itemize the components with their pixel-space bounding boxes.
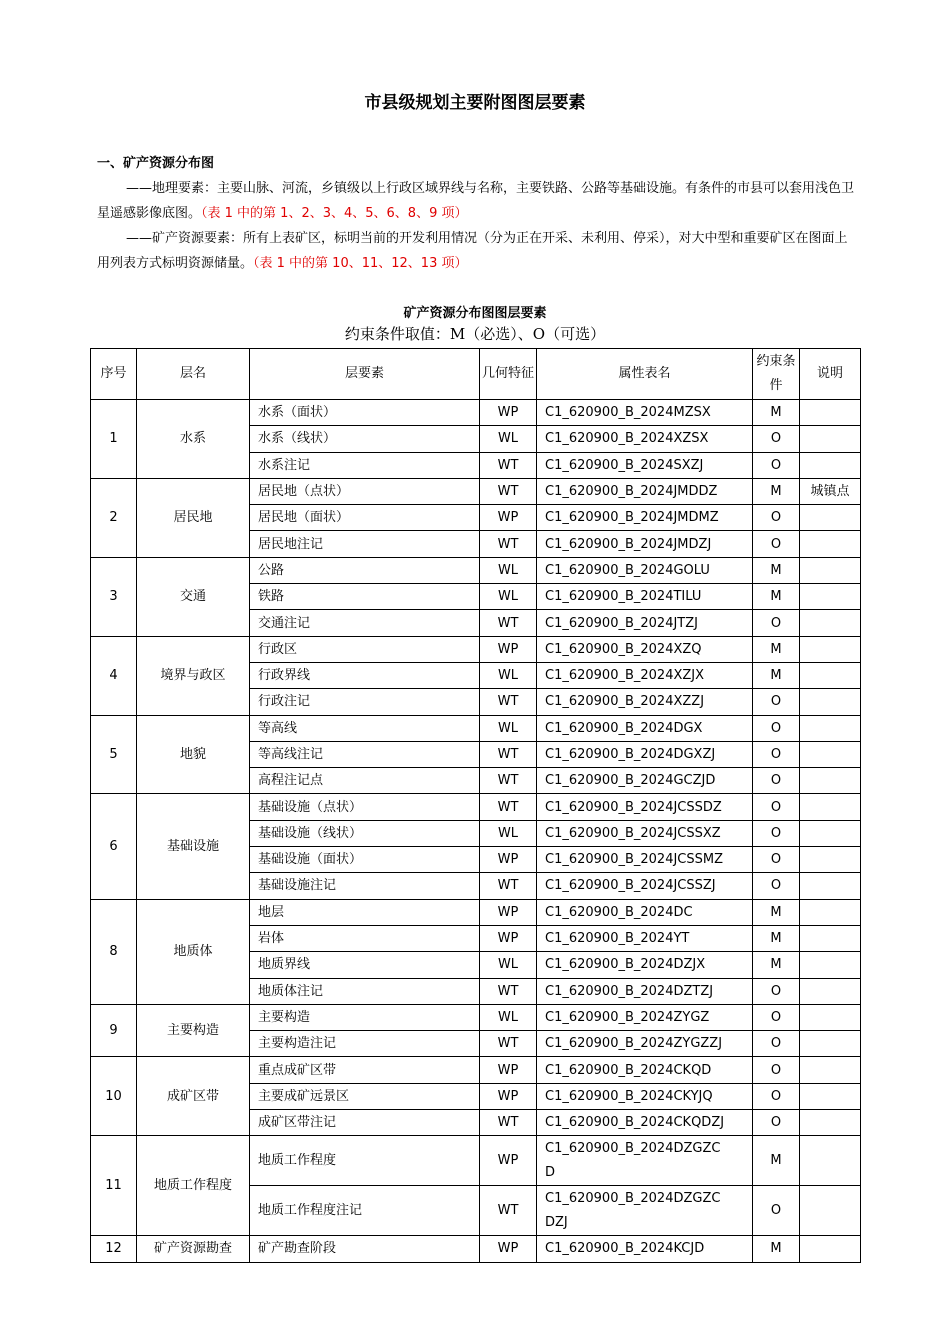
table-body (91, 400, 861, 1263)
cell-seq: 5 (91, 715, 137, 794)
table-caption: 矿产资源分布图图层要素 (403, 306, 547, 321)
cell-geometry: WP (480, 899, 537, 925)
cell-geometry: WT (480, 1031, 537, 1057)
cell-seq: 4 (91, 636, 137, 715)
cell-constraint: M (753, 925, 800, 951)
cell-layer-name: 主要构造 (137, 1004, 250, 1057)
table-row (91, 899, 861, 925)
cell-element: 高程注记点 (250, 768, 480, 794)
cell-remark (800, 636, 861, 662)
cell-geometry: WL (480, 662, 537, 688)
cell-geometry: WP (480, 636, 537, 662)
cell-remark (800, 426, 861, 452)
cell-constraint: M (753, 584, 800, 610)
cell-constraint: M (753, 952, 800, 978)
cell-remark (800, 873, 861, 899)
cell-constraint: O (753, 1083, 800, 1109)
cell-attr-table-line: D (545, 1164, 556, 1180)
cell-seq: 11 (91, 1136, 137, 1236)
cell-remark (800, 899, 861, 925)
cell-element: 基础设施（点状） (250, 794, 480, 820)
cell-constraint: M (753, 1136, 800, 1186)
cell-geometry: WL (480, 715, 537, 741)
cell-layer-name: 居民地 (137, 478, 250, 557)
cell-layer-name: 地质工作程度 (137, 1136, 250, 1236)
cell-remark (800, 1186, 861, 1236)
cell-element: 等高线 (250, 715, 480, 741)
cell-constraint: O (753, 1110, 800, 1136)
cell-remark (800, 662, 861, 688)
cell-seq: 12 (91, 1236, 137, 1262)
cell-attr-table: C1_620900_B_2024JCSSMZ (537, 847, 753, 873)
header-geometry: 几何特征 (480, 349, 537, 400)
cell-constraint: M (753, 400, 800, 426)
table-row (91, 794, 861, 820)
cell-remark (800, 1083, 861, 1109)
cell-seq: 9 (91, 1004, 137, 1057)
cell-constraint: M (753, 1236, 800, 1262)
cell-element: 主要构造注记 (250, 1031, 480, 1057)
cell-geometry: WL (480, 584, 537, 610)
cell-seq: 8 (91, 899, 137, 1004)
cell-element: 重点成矿区带 (250, 1057, 480, 1083)
cell-attr-table: C1_620900_B_2024DZTZJ (537, 978, 753, 1004)
cell-attr-table: C1_620900_B_2024SXZJ (537, 452, 753, 478)
cell-geometry: WP (480, 1057, 537, 1083)
cell-attr-table-line: C1_620900_B_2024DZGZC (545, 1190, 721, 1206)
cell-constraint: M (753, 899, 800, 925)
document-title: 市县级规划主要附图图层要素 (364, 93, 586, 113)
cell-attr-table: C1_620900_B_2024JTZJ (537, 610, 753, 636)
cell-remark (800, 741, 861, 767)
cell-element: 等高线注记 (250, 741, 480, 767)
layer-elements-table (90, 348, 861, 1263)
cell-constraint: O (753, 847, 800, 873)
cell-attr-table-line: DZJ (545, 1214, 568, 1230)
cell-geometry: WL (480, 426, 537, 452)
cell-constraint: O (753, 505, 800, 531)
table-note: 约束条件取值：M（必选）、O（可选） (344, 325, 606, 343)
cell-attr-table: C1_620900_B_2024CKQD (537, 1057, 753, 1083)
cell-constraint: O (753, 610, 800, 636)
cell-constraint: O (753, 794, 800, 820)
cell-remark (800, 978, 861, 1004)
cell-remark: 城镇点 (800, 478, 861, 504)
section-heading: 一、矿产资源分布图 (97, 156, 215, 171)
cell-element: 居民地注记 (250, 531, 480, 557)
cell-seq: 2 (91, 478, 137, 557)
cell-constraint: O (753, 715, 800, 741)
cell-constraint: M (753, 478, 800, 504)
table-row (91, 1236, 861, 1262)
cell-geometry: WP (480, 400, 537, 426)
table-row (91, 557, 861, 583)
cell-geometry: WP (480, 925, 537, 951)
cell-constraint: O (753, 820, 800, 846)
header-remark: 说明 (800, 349, 861, 400)
cell-remark (800, 847, 861, 873)
cell-remark (800, 452, 861, 478)
cell-geometry: WT (480, 978, 537, 1004)
cell-constraint: O (753, 1057, 800, 1083)
cell-attr-table: C1_620900_B_2024MZSX (537, 400, 753, 426)
cell-seq: 6 (91, 794, 137, 899)
cell-element: 居民地（点状） (250, 478, 480, 504)
cell-attr-table: C1_620900_B_2024ZYGZ (537, 1004, 753, 1030)
cell-attr-table: C1_620900_B_2024DZJX (537, 952, 753, 978)
cell-remark (800, 768, 861, 794)
cell-layer-name: 成矿区带 (137, 1057, 250, 1136)
table-header-row (91, 349, 861, 400)
cell-constraint: O (753, 452, 800, 478)
header-element: 层要素 (250, 349, 480, 400)
cell-attr-table: C1_620900_B_2024JMDZJ (537, 531, 753, 557)
cell-constraint: O (753, 531, 800, 557)
cell-geometry: WP (480, 847, 537, 873)
cell-geometry: WT (480, 452, 537, 478)
table-row (91, 1004, 861, 1030)
paragraph-mineral-text: ——矿产资源要素：所有上表矿区，标明当前的开发利用情况（分为正在开采、未利用、停采），对大中型和重要矿区在图面上用列表方式标明资源储量。 (97, 231, 848, 271)
cell-geometry: WT (480, 768, 537, 794)
cell-remark (800, 689, 861, 715)
cell-attr-table: C1_620900_B_2024JCSSDZ (537, 794, 753, 820)
cell-element: 基础设施注记 (250, 873, 480, 899)
cell-element: 交通注记 (250, 610, 480, 636)
cell-constraint: M (753, 557, 800, 583)
cell-layer-name: 地质体 (137, 899, 250, 1004)
header-attr-table: 属性表名 (537, 349, 753, 400)
cell-geometry: WL (480, 952, 537, 978)
cell-remark (800, 584, 861, 610)
cell-remark (800, 1136, 861, 1186)
cell-element: 行政界线 (250, 662, 480, 688)
cell-element: 行政注记 (250, 689, 480, 715)
cell-attr-table: C1_620900_B_2024JMDMZ (537, 505, 753, 531)
cell-geometry: WL (480, 820, 537, 846)
cell-attr-table: C1_620900_B_2024DGX (537, 715, 753, 741)
cell-remark (800, 557, 861, 583)
cell-geometry: WT (480, 689, 537, 715)
cell-remark (800, 1236, 861, 1262)
header-constraint: 约束条件 (753, 349, 800, 400)
cell-geometry: WP (480, 1236, 537, 1262)
cell-constraint: M (753, 662, 800, 688)
cell-constraint: O (753, 873, 800, 899)
cell-constraint: O (753, 689, 800, 715)
cell-element: 地质工作程度 (250, 1136, 480, 1186)
cell-element: 地质体注记 (250, 978, 480, 1004)
cell-geometry: WP (480, 1136, 537, 1186)
cell-element: 水系（面状） (250, 400, 480, 426)
cell-seq: 10 (91, 1057, 137, 1136)
table-row (91, 1136, 861, 1186)
cell-element: 基础设施（线状） (250, 820, 480, 846)
cell-attr-table: C1_620900_B_2024KCJD (537, 1236, 753, 1262)
cell-attr-table: C1_620900_B_2024DC (537, 899, 753, 925)
cell-element: 铁路 (250, 584, 480, 610)
cell-remark (800, 400, 861, 426)
cell-element: 岩体 (250, 925, 480, 951)
cell-remark (800, 925, 861, 951)
cell-attr-table: C1_620900_B_2024CKQDZJ (537, 1110, 753, 1136)
cell-remark (800, 1031, 861, 1057)
cell-geometry: WL (480, 557, 537, 583)
cell-layer-name: 境界与政区 (137, 636, 250, 715)
cell-attr-table: C1_620900_B_2024GCZJD (537, 768, 753, 794)
cell-attr-table (537, 1136, 753, 1186)
cell-element: 居民地（面状） (250, 505, 480, 531)
cell-constraint: M (753, 636, 800, 662)
cell-element: 主要构造 (250, 1004, 480, 1030)
cell-attr-table (537, 1186, 753, 1236)
header-layer-name: 层名 (137, 349, 250, 400)
cell-geometry: WT (480, 873, 537, 899)
cell-remark (800, 794, 861, 820)
cell-element: 成矿区带注记 (250, 1110, 480, 1136)
cell-element: 矿产勘查阶段 (250, 1236, 480, 1262)
cell-layer-name: 地貌 (137, 715, 250, 794)
cell-attr-table: C1_620900_B_2024DGXZJ (537, 741, 753, 767)
table-row (91, 1057, 861, 1083)
cell-attr-table: C1_620900_B_2024XZJX (537, 662, 753, 688)
cell-remark (800, 531, 861, 557)
cell-remark (800, 505, 861, 531)
cell-element: 地质工作程度注记 (250, 1186, 480, 1236)
cell-geometry: WT (480, 1110, 537, 1136)
paragraph-geography (97, 176, 857, 226)
cell-attr-table: C1_620900_B_2024TILU (537, 584, 753, 610)
paragraph-mineral-ref: （表 1 中的第 10、11、12、13 项） (253, 256, 468, 271)
cell-remark (800, 715, 861, 741)
cell-geometry: WT (480, 741, 537, 767)
cell-constraint: O (753, 768, 800, 794)
cell-geometry: WT (480, 794, 537, 820)
cell-element: 地层 (250, 899, 480, 925)
paragraph-geography-ref: （表 1 中的第 1、2、3、4、5、6、8、9 项） (201, 206, 468, 221)
cell-constraint: O (753, 741, 800, 767)
paragraph-geography-text: ——地理要素：主要山脉、河流，乡镇级以上行政区域界线与名称，主要铁路、公路等基础设施。有条件的市县可以套用浅色卫星遥感影像底图。 (97, 181, 855, 221)
cell-element: 地质界线 (250, 952, 480, 978)
cell-element: 行政区 (250, 636, 480, 662)
cell-attr-table: C1_620900_B_2024XZQ (537, 636, 753, 662)
cell-constraint: O (753, 1031, 800, 1057)
cell-attr-table: C1_620900_B_2024XZZJ (537, 689, 753, 715)
cell-attr-table: C1_620900_B_2024GOLU (537, 557, 753, 583)
cell-attr-table: C1_620900_B_2024JCSSZJ (537, 873, 753, 899)
cell-element: 水系注记 (250, 452, 480, 478)
cell-attr-table: C1_620900_B_2024YT (537, 925, 753, 951)
cell-layer-name: 交通 (137, 557, 250, 636)
cell-attr-table: C1_620900_B_2024CKYJQ (537, 1083, 753, 1109)
cell-geometry: WP (480, 1083, 537, 1109)
cell-remark (800, 820, 861, 846)
cell-constraint: O (753, 1004, 800, 1030)
cell-geometry: WT (480, 478, 537, 504)
cell-attr-table: C1_620900_B_2024ZYGZZJ (537, 1031, 753, 1057)
cell-layer-name: 基础设施 (137, 794, 250, 899)
cell-remark (800, 952, 861, 978)
table-row (91, 400, 861, 426)
cell-element: 水系（线状） (250, 426, 480, 452)
cell-geometry: WT (480, 1186, 537, 1236)
cell-remark (800, 1004, 861, 1030)
cell-remark (800, 1057, 861, 1083)
cell-remark (800, 610, 861, 636)
cell-seq: 1 (91, 400, 137, 479)
table-row (91, 636, 861, 662)
cell-geometry: WP (480, 505, 537, 531)
cell-constraint: O (753, 1186, 800, 1236)
cell-geometry: WT (480, 610, 537, 636)
cell-element: 公路 (250, 557, 480, 583)
cell-attr-table: C1_620900_B_2024JCSSXZ (537, 820, 753, 846)
table-row (91, 478, 861, 504)
cell-layer-name: 矿产资源勘查 (137, 1236, 250, 1262)
cell-element: 基础设施（面状） (250, 847, 480, 873)
cell-element: 主要成矿远景区 (250, 1083, 480, 1109)
cell-layer-name: 水系 (137, 400, 250, 479)
cell-attr-table: C1_620900_B_2024XZSX (537, 426, 753, 452)
cell-geometry: WL (480, 1004, 537, 1030)
header-seq: 序号 (91, 349, 137, 400)
table-row (91, 715, 861, 741)
paragraph-mineral (97, 226, 857, 276)
cell-attr-table: C1_620900_B_2024JMDDZ (537, 478, 753, 504)
cell-attr-table-line: C1_620900_B_2024DZGZC (545, 1140, 721, 1156)
cell-remark (800, 1110, 861, 1136)
cell-constraint: O (753, 426, 800, 452)
cell-seq: 3 (91, 557, 137, 636)
cell-constraint: O (753, 978, 800, 1004)
cell-geometry: WT (480, 531, 537, 557)
